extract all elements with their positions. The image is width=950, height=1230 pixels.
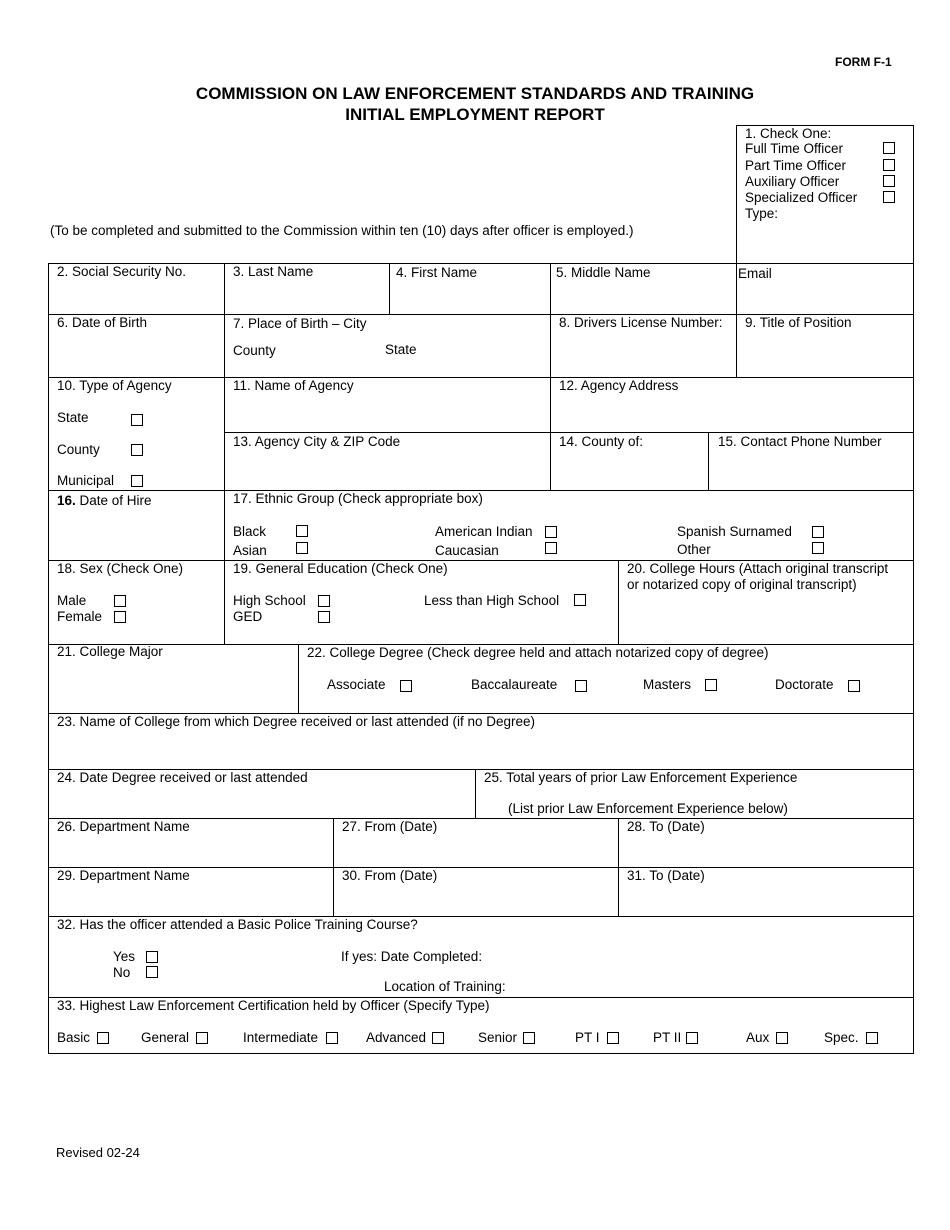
sex-male-checkbox[interactable] (114, 595, 126, 607)
divider (224, 432, 914, 433)
specialized-officer-checkbox[interactable] (883, 191, 895, 203)
type-label: Type: (745, 206, 779, 221)
agency-municipal-checkbox[interactable] (131, 475, 143, 487)
drivers-license-label: 8. Drivers License Number: (559, 315, 723, 330)
divider (708, 432, 709, 490)
agency-county-checkbox[interactable] (131, 444, 143, 456)
agency-type-county-label: County (57, 442, 100, 457)
cert-pt1-checkbox[interactable] (607, 1032, 619, 1044)
divider (736, 314, 737, 377)
degree-baccalaureate-checkbox[interactable] (575, 680, 587, 692)
ethnic-spanish-surnamed-label: Spanish Surnamed (677, 524, 792, 539)
training-no-checkbox[interactable] (146, 966, 158, 978)
cert-general-label: General (141, 1030, 190, 1045)
training-no-label: No (113, 965, 131, 980)
form-subtitle: INITIAL EMPLOYMENT REPORT (345, 105, 605, 124)
college-degree-label: 22. College Degree (Check degree held and attach notarized copy of degree) (307, 645, 769, 660)
cert-aux-checkbox[interactable] (776, 1032, 788, 1044)
agency-type-label: 10. Type of Agency (57, 378, 172, 393)
ethnic-black-label: Black (233, 524, 267, 539)
degree-doctorate-label: Doctorate (775, 677, 834, 692)
ethnic-american-indian-checkbox[interactable] (545, 526, 557, 538)
ethnic-group-label: 17. Ethnic Group (Check appropriate box) (233, 491, 483, 506)
to-date-2-label: 31. To (Date) (627, 868, 705, 883)
divider (736, 125, 737, 264)
ethnic-spanish-surnamed-checkbox[interactable] (812, 526, 824, 538)
cert-pt2-checkbox[interactable] (686, 1032, 698, 1044)
sex-female-checkbox[interactable] (114, 611, 126, 623)
divider (736, 263, 737, 314)
college-hours-note: or notarized copy of original transcript) (627, 577, 857, 592)
degree-doctorate-checkbox[interactable] (848, 680, 860, 692)
training-yes-checkbox[interactable] (146, 951, 158, 963)
sex-male-label: Male (57, 593, 87, 608)
college-hours-label: 20. College Hours (Attach original transcript (627, 561, 889, 576)
ethnic-other-checkbox[interactable] (812, 542, 824, 554)
divider (913, 263, 914, 1054)
ssn-label: 2. Social Security No. (57, 264, 187, 279)
divider (224, 560, 225, 644)
county-label: County (233, 343, 276, 358)
from-date-1-label: 27. From (Date) (342, 819, 438, 834)
cert-intermediate-label: Intermediate (243, 1030, 319, 1045)
education-label: 19. General Education (Check One) (233, 561, 448, 576)
form-title: COMMISSION ON LAW ENFORCEMENT STANDARDS AND TRAINING (195, 84, 755, 103)
instructions-text: (To be completed and submitted to the Commission within ten (10) days after officer is employed.) (50, 223, 634, 238)
title-of-position-label: 9. Title of Position (745, 315, 852, 330)
divider (224, 314, 225, 377)
college-major-label: 21. College Major (57, 644, 163, 659)
degree-date-label: 24. Date Degree received or last attended (57, 770, 308, 785)
divider (224, 263, 225, 314)
form-number: FORM F-1 (835, 55, 892, 69)
certification-label: 33. Highest Law Enforcement Certification held by Officer (Specify Type) (57, 998, 490, 1013)
ethnic-asian-checkbox[interactable] (296, 542, 308, 554)
email-label: Email (738, 266, 772, 281)
ethnic-american-indian-label: American Indian (435, 524, 533, 539)
degree-baccalaureate-label: Baccalaureate (471, 677, 558, 692)
divider (550, 314, 551, 377)
divider (48, 377, 914, 378)
training-yes-label: Yes (113, 949, 136, 964)
cert-intermediate-checkbox[interactable] (326, 1032, 338, 1044)
part-time-officer-checkbox[interactable] (883, 159, 895, 171)
option-full-time-label: Full Time Officer (745, 141, 844, 156)
cert-pt2-label: PT II (653, 1030, 682, 1045)
cert-aux-label: Aux (746, 1030, 770, 1045)
place-of-birth-label: 7. Place of Birth – City (233, 316, 367, 331)
sex-female-label: Female (57, 609, 103, 624)
cert-advanced-checkbox[interactable] (432, 1032, 444, 1044)
department-name-2-label: 29. Department Name (57, 868, 190, 883)
divider (48, 263, 49, 1054)
degree-masters-label: Masters (643, 677, 692, 692)
divider (224, 377, 225, 490)
education-high-school-checkbox[interactable] (318, 595, 330, 607)
ethnic-other-label: Other (677, 542, 711, 557)
divider (550, 377, 551, 490)
divider (550, 263, 551, 314)
education-less-than-hs-checkbox[interactable] (574, 594, 586, 606)
agency-type-state-label: State (57, 410, 89, 425)
degree-masters-checkbox[interactable] (705, 679, 717, 691)
check-one-label: 1. Check One: (745, 126, 832, 141)
agency-name-label: 11. Name of Agency (233, 378, 354, 393)
ethnic-caucasian-checkbox[interactable] (545, 542, 557, 554)
college-name-label: 23. Name of College from which Degree received or last attended (if no Degree) (57, 714, 535, 729)
degree-associate-checkbox[interactable] (400, 680, 412, 692)
middle-name-label: 5. Middle Name (556, 265, 651, 280)
divider (618, 818, 619, 916)
degree-associate-label: Associate (327, 677, 386, 692)
agency-address-label: 12. Agency Address (559, 378, 679, 393)
divider (618, 560, 619, 644)
last-name-label: 3. Last Name (233, 264, 314, 279)
first-name-label: 4. First Name (396, 265, 478, 280)
option-specialized-label: Specialized Officer (745, 190, 858, 205)
divider (224, 490, 225, 560)
contact-phone-label: 15. Contact Phone Number (718, 434, 882, 449)
cert-spec-checkbox[interactable] (866, 1032, 878, 1044)
education-ged-label: GED (233, 609, 263, 624)
education-ged-checkbox[interactable] (318, 611, 330, 623)
cert-pt1-label: PT I (575, 1030, 600, 1045)
full-time-officer-checkbox[interactable] (883, 142, 895, 154)
option-part-time-label: Part Time Officer (745, 158, 847, 173)
agency-city-zip-label: 13. Agency City & ZIP Code (233, 434, 401, 449)
prior-experience-label: 25. Total years of prior Law Enforcement Experience (484, 770, 798, 785)
from-date-2-label: 30. From (Date) (342, 868, 438, 883)
ethnic-asian-label: Asian (233, 543, 267, 558)
education-less-than-hs-label: Less than High School (424, 593, 560, 608)
ethnic-black-checkbox[interactable] (296, 525, 308, 537)
divider (913, 125, 914, 264)
ethnic-caucasian-label: Caucasian (435, 543, 499, 558)
divider (298, 644, 299, 713)
auxiliary-officer-checkbox[interactable] (883, 175, 895, 187)
agency-type-municipal-label: Municipal (57, 473, 115, 488)
cert-general-checkbox[interactable] (196, 1032, 208, 1044)
cert-basic-label: Basic (57, 1030, 91, 1045)
education-high-school-label: High School (233, 593, 306, 608)
cert-basic-checkbox[interactable] (97, 1032, 109, 1044)
cert-senior-checkbox[interactable] (523, 1032, 535, 1044)
date-of-hire-label: 16. Date of Hire (57, 493, 152, 508)
basic-training-label: 32. Has the officer attended a Basic Police Training Course? (57, 917, 418, 932)
state-label: State (385, 342, 417, 357)
divider (475, 769, 476, 818)
option-auxiliary-label: Auxiliary Officer (745, 174, 840, 189)
revision-note: Revised 02-24 (56, 1145, 140, 1160)
dob-label: 6. Date of Birth (57, 315, 148, 330)
location-of-training-label: Location of Training: (384, 979, 506, 994)
cert-senior-label: Senior (478, 1030, 518, 1045)
to-date-1-label: 28. To (Date) (627, 819, 705, 834)
divider (48, 1053, 914, 1054)
cert-spec-label: Spec. (824, 1030, 859, 1045)
sex-label: 18. Sex (Check One) (57, 561, 184, 576)
county-of-label: 14. County of: (559, 434, 644, 449)
department-name-1-label: 26. Department Name (57, 819, 190, 834)
prior-experience-note: (List prior Law Enforcement Experience below) (508, 801, 788, 816)
divider (389, 263, 390, 314)
cert-advanced-label: Advanced (366, 1030, 427, 1045)
agency-state-checkbox[interactable] (131, 414, 143, 426)
date-completed-label: If yes: Date Completed: (341, 949, 483, 964)
divider (333, 818, 334, 916)
